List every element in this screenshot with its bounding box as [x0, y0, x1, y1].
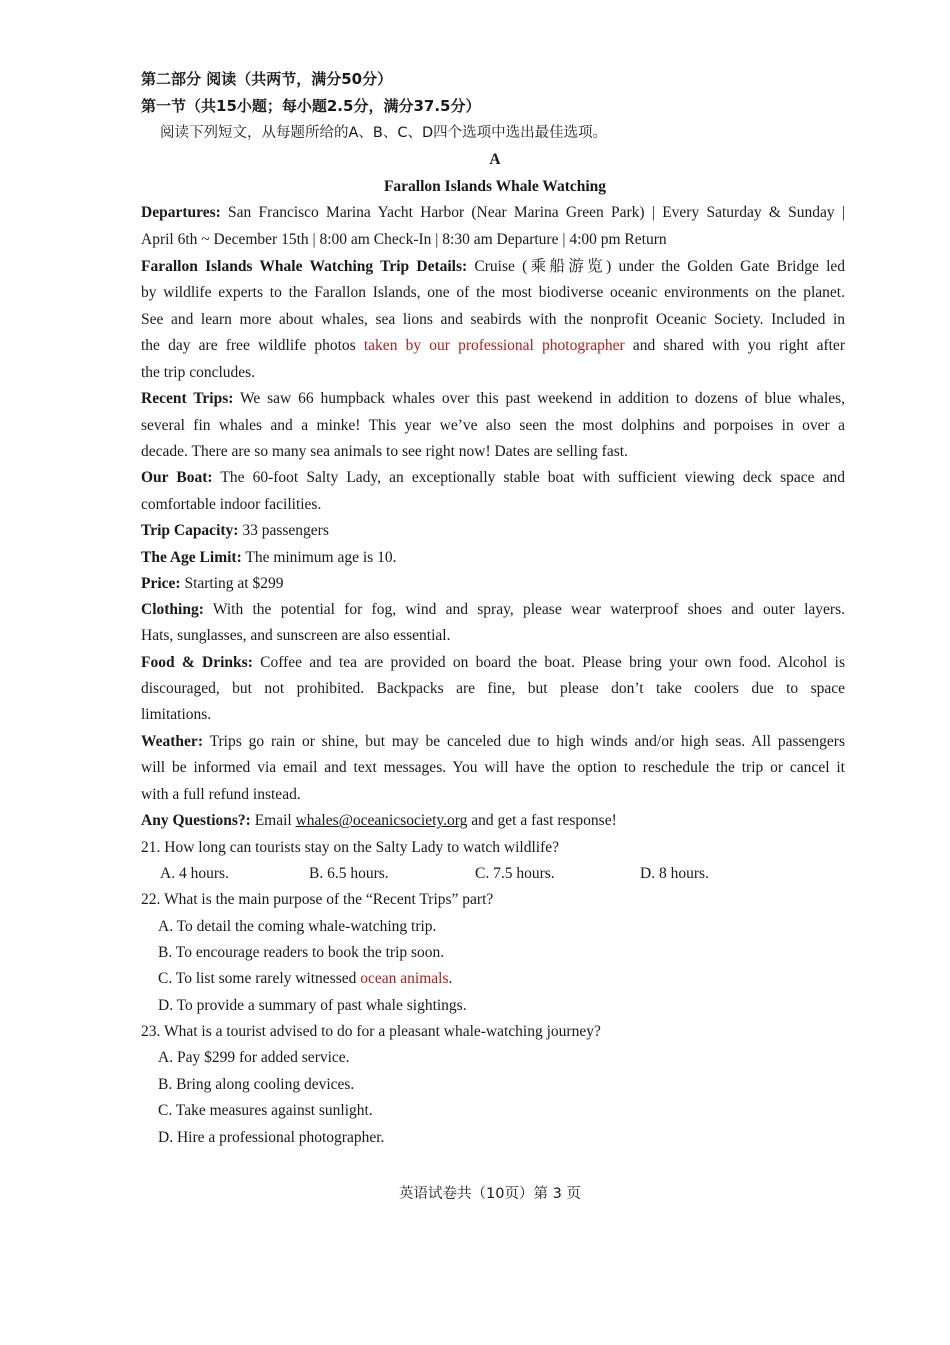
capacity-line: [141, 522, 329, 540]
instructions: 阅读下列短文，从每题所给的A、B、C、D四个选项中选出最佳选项。: [160, 125, 608, 141]
page-footer: 英语试卷共（10页）第 3 页: [399, 1186, 581, 1202]
our-boat-line-2: comfortable indoor facilities.: [141, 496, 322, 513]
departures-line-2: April 6th ~ December 15th | 8:00 am Check-In | 8:30 am Departure | 4:00 pm Return: [141, 231, 667, 248]
q21-option-a: A. 4 hours.: [160, 865, 229, 882]
q23-option-a: A. Pay $299 for added service.: [158, 1049, 350, 1066]
q23-option-b: B. Bring along cooling devices.: [158, 1076, 355, 1093]
departures-text: San Francisco Marina Yacht Harbor (Near Marina Green Park) | Every Saturday & Sunday |: [220, 204, 845, 221]
clothing-line-1: [141, 601, 845, 619]
q22-option-a: A. To detail the coming whale-watching trip.: [158, 918, 437, 935]
our-boat-label: Our Boat:: [141, 469, 213, 486]
q22-option-d: D. To provide a summary of past whale sightings.: [158, 997, 467, 1014]
our-boat-text: The 60-foot Salty Lady, an exceptionally stable boat with sufficient viewing deck space and: [212, 469, 845, 486]
questions-line: [141, 812, 617, 830]
trip-details-line-3: See and learn more about whales, sea lions and seabirds with the nonprofit Oceanic Society. Included in: [141, 311, 845, 328]
email-link[interactable]: whales@oceanicsociety.org: [295, 812, 468, 829]
trip-details-line-1: [141, 258, 845, 276]
q22-option-c: [158, 970, 452, 988]
age-limit-label: The Age Limit:: [141, 549, 242, 566]
recent-trips-line-1: [141, 390, 845, 408]
q23-option-c: C. Take measures against sunlight.: [158, 1102, 373, 1119]
capacity-label: Trip Capacity:: [141, 522, 239, 539]
trip-details-text-c: and shared with you right after: [624, 337, 845, 354]
price-label: Price:: [141, 575, 181, 592]
food-line-3: limitations.: [141, 706, 212, 723]
age-limit-line: [141, 549, 396, 567]
subsection-header: 第一节（共15小题；每小题2.5分，满分37.5分）: [141, 97, 481, 115]
trip-details-line-5: the trip concludes.: [141, 364, 256, 381]
clothing-line-2: Hats, sunglasses, and sunscreen are also essential.: [141, 627, 451, 644]
section-header: 第二部分 阅读（共两节，满分50分）: [141, 70, 393, 88]
clothing-label: Clothing:: [141, 601, 204, 618]
q23-stem: 23. What is a tourist advised to do for a pleasant whale-watching journey?: [141, 1023, 601, 1040]
food-text: Coffee and tea are provided on board the boat. Please bring your own food. Alcohol is: [252, 654, 845, 671]
questions-pre: Email: [250, 812, 296, 829]
departures-label: Departures:: [141, 204, 221, 221]
q21-option-d: D. 8 hours.: [640, 865, 709, 882]
our-boat-line-1: [141, 469, 845, 487]
food-line-1: [141, 654, 845, 672]
trip-details-line-4: [141, 337, 845, 355]
red-annotation: taken by our professional photographer: [363, 337, 625, 354]
passage-letter: A: [489, 151, 501, 168]
questions-post: and get a fast response!: [467, 812, 617, 829]
recent-trips-label: Recent Trips:: [141, 390, 234, 407]
recent-trips-text: We saw 66 humpback whales over this past weekend in addition to dozens of blue whales,: [233, 390, 846, 407]
q21-stem: 21. How long can tourists stay on the Salty Lady to watch wildlife?: [141, 839, 559, 856]
trip-details-text-a: the day are free wildlife photos: [141, 337, 364, 354]
capacity-text: 33 passengers: [238, 522, 329, 539]
trip-details-label: Farallon Islands Whale Watching Trip Details:: [141, 258, 468, 275]
passage-title: Farallon Islands Whale Watching: [383, 178, 607, 195]
questions-label: Any Questions?:: [141, 812, 251, 829]
food-label: Food & Drinks:: [141, 654, 253, 671]
price-line: [141, 575, 283, 593]
q22-stem: 22. What is the main purpose of the “Recent Trips” part?: [141, 891, 494, 908]
price-text: Starting at $299: [180, 575, 284, 592]
trip-details-line-2: by wildlife experts to the Farallon Islands, one of the most biodiverse oceanic environments on the planet.: [141, 284, 845, 301]
q21-option-b: B. 6.5 hours.: [309, 865, 389, 882]
weather-text: Trips go rain or shine, but may be canceled due to high winds and/or high seas. All passengers: [202, 733, 845, 750]
clothing-text: With the potential for fog, wind and spray, please wear waterproof shoes and outer layers.: [203, 601, 845, 618]
q21-option-c: C. 7.5 hours.: [475, 865, 555, 882]
trip-details-text: Cruise (乘船游览) under the Golden Gate Bridge led: [467, 258, 846, 275]
q22-option-c-text: C. To list some rarely witnessed: [158, 970, 361, 987]
weather-line-1: [141, 733, 845, 751]
age-limit-text: The minimum age is 10.: [241, 549, 397, 566]
departures-line-1: [141, 204, 845, 222]
recent-trips-line-2: several fin whales and a minke! This year we’ve also seen the most dolphins and porpoises in over a: [141, 417, 845, 434]
weather-line-2: will be informed via email and text messages. You will have the option to reschedule the trip or cancel it: [141, 759, 845, 776]
q22-option-c-end: .: [448, 970, 453, 987]
weather-line-3: with a full refund instead.: [141, 786, 301, 803]
q23-option-d: D. Hire a professional photographer.: [158, 1129, 385, 1146]
q22-option-b: B. To encourage readers to book the trip soon.: [158, 944, 445, 961]
weather-label: Weather:: [141, 733, 203, 750]
q22-option-c-red: ocean animals: [360, 970, 449, 987]
food-line-2: discouraged, but not prohibited. Backpacks are fine, but please don’t take coolers due to space: [141, 680, 845, 697]
recent-trips-line-3: decade. There are so many sea animals to see right now! Dates are selling fast.: [141, 443, 628, 460]
